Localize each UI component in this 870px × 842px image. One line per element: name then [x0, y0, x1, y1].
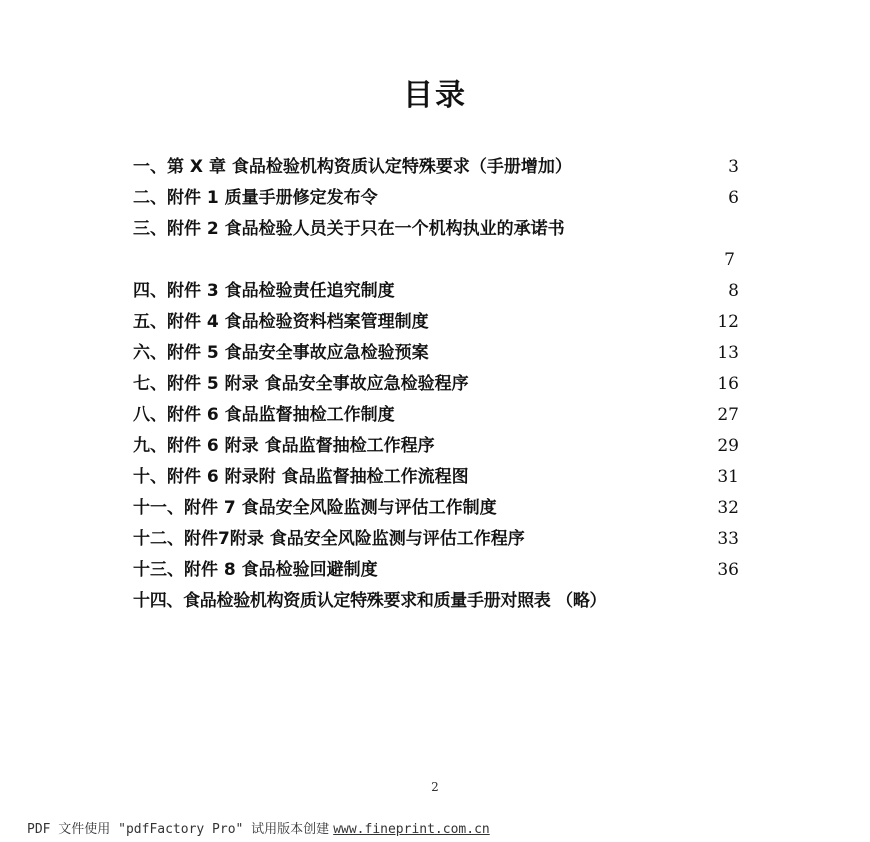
toc-entry-title: 十一、附件 7 食品安全风险监测与评估工作制度	[133, 498, 497, 518]
toc-entry-title: 八、附件 6 食品监督抽检工作制度	[133, 405, 395, 425]
toc-entry-13[interactable]	[133, 555, 743, 586]
toc-entry-10[interactable]	[133, 462, 743, 493]
table-of-contents	[133, 152, 743, 617]
toc-entry-11[interactable]	[133, 493, 743, 524]
toc-entry-5[interactable]	[133, 307, 743, 338]
toc-entry-title: 七、附件 5 附录 食品安全事故应急检验程序	[133, 374, 469, 394]
toc-entry-page: 29	[717, 436, 739, 456]
footer-text: PDF 文件使用 "pdfFactory Pro" 试用版本创建	[27, 822, 330, 837]
toc-entry-title: 二、附件 1 质量手册修定发布令	[133, 188, 378, 208]
toc-entry-12[interactable]	[133, 524, 743, 555]
toc-entry-page: 6	[728, 188, 739, 208]
toc-entry-title: 五、附件 4 食品检验资料档案管理制度	[133, 312, 429, 332]
toc-entry-9[interactable]	[133, 431, 743, 462]
toc-entry-title: 三、附件 2 食品检验人员关于只在一个机构执业的承诺书	[133, 219, 565, 239]
page-number: 2	[431, 780, 439, 794]
toc-entry-page: 32	[717, 498, 739, 518]
toc-entry-page: 36	[717, 560, 739, 580]
toc-entry-2[interactable]	[133, 183, 743, 214]
toc-entry-title: 十三、附件 8 食品检验回避制度	[133, 560, 378, 580]
footer-link[interactable]: www.fineprint.com.cn	[333, 822, 490, 837]
toc-entry-title: 六、附件 5 食品安全事故应急检验预案	[133, 343, 429, 363]
page-title: 目录	[403, 78, 467, 113]
toc-entry-page: 31	[717, 467, 739, 487]
toc-entry-7[interactable]	[133, 369, 743, 400]
toc-entry-6[interactable]	[133, 338, 743, 369]
toc-entry-page: 27	[717, 405, 739, 425]
toc-entry-page: 13	[717, 343, 739, 363]
toc-entry-title: 十四、食品检验机构资质认定特殊要求和质量手册对照表 （略）	[133, 591, 607, 611]
toc-entry-3[interactable]	[133, 214, 743, 276]
toc-entry-4[interactable]	[133, 276, 743, 307]
toc-entry-title: 一、第 X 章 食品检验机构资质认定特殊要求（手册增加）	[133, 157, 572, 177]
toc-entry-1[interactable]	[133, 152, 743, 183]
toc-entry-title: 十二、附件7附录 食品安全风险监测与评估工作程序	[133, 529, 525, 549]
toc-entry-title: 九、附件 6 附录 食品监督抽检工作程序	[133, 436, 435, 456]
toc-entry-page: 16	[717, 374, 739, 394]
toc-entry-page: 12	[717, 312, 739, 332]
toc-entry-14[interactable]	[133, 586, 743, 617]
pdf-footer-watermark	[27, 818, 490, 837]
toc-entry-8[interactable]	[133, 400, 743, 431]
toc-entry-title: 十、附件 6 附录附 食品监督抽检工作流程图	[133, 467, 469, 487]
toc-entry-page: 8	[728, 281, 739, 301]
toc-entry-page: 3	[728, 157, 739, 177]
toc-entry-page: 7	[724, 250, 735, 270]
toc-entry-page: 33	[717, 529, 739, 549]
toc-entry-title: 四、附件 3 食品检验责任追究制度	[133, 281, 395, 301]
